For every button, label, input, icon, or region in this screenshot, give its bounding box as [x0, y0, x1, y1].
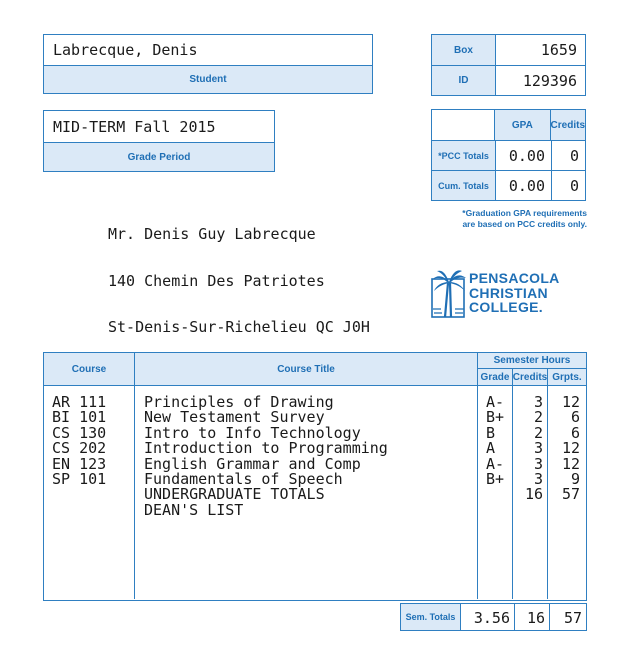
pcc-totals-label: *PCC Totals — [432, 141, 496, 170]
course-title: DEAN'S LIST — [144, 500, 244, 519]
course-grade: A- — [486, 454, 505, 473]
course-title: Introduction to Programming — [144, 439, 388, 458]
sem-gpa: 3.56 — [461, 604, 515, 630]
course-code-column — [44, 386, 135, 599]
pcc-credits: 0 — [569, 147, 579, 165]
gpa-col-header: GPA — [495, 110, 550, 140]
gpa-note-line2: are based on PCC credits only. — [462, 219, 587, 229]
course-credits: 3 — [533, 469, 543, 488]
course-credits: 3 — [533, 454, 543, 473]
course-grpts: 57 — [561, 485, 580, 504]
course-code — [52, 487, 134, 502]
course-credits — [513, 503, 543, 518]
box-id-table — [431, 34, 586, 96]
course-title: Intro to Info Technology — [144, 423, 361, 442]
student-label: Student — [44, 66, 372, 93]
box-value: 1659 — [540, 41, 577, 59]
credits-col-header: Credits — [513, 369, 548, 385]
course-table-body — [44, 386, 586, 599]
course-code: AR 111 — [52, 393, 107, 411]
course-grade — [486, 487, 512, 502]
gpa-note-line1: *Graduation GPA requirements — [462, 208, 587, 218]
address-line1: Mr. Denis Guy Labrecque — [108, 225, 316, 243]
course-grpts: 12 — [561, 439, 580, 458]
college-name — [469, 271, 560, 315]
student-box — [43, 34, 373, 94]
cum-totals-label: Cum. Totals — [432, 171, 496, 200]
cum-gpa: 0.00 — [496, 171, 552, 200]
semester-hours-subheaders — [478, 369, 586, 385]
gpa-header-row — [432, 110, 585, 140]
pcc-totals-row — [432, 140, 585, 170]
logo-line1: PENSACOLA — [469, 270, 560, 286]
grade-col-header: Grade — [478, 369, 513, 385]
semester-hours-header — [478, 353, 586, 385]
course-grade: A- — [486, 393, 505, 411]
gpa-note — [420, 208, 587, 230]
course-grpts: 12 — [561, 393, 580, 411]
course-title: New Testament Survey — [144, 408, 325, 427]
credits-column — [513, 386, 548, 599]
box-label: Box — [432, 35, 496, 65]
course-code: CS 202 — [52, 439, 107, 458]
logo-line3: COLLEGE. — [469, 299, 543, 315]
sem-credits: 16 — [515, 604, 550, 630]
course-table-header — [44, 353, 586, 386]
course-code: SP 101 — [52, 469, 107, 488]
cum-credits: 0 — [569, 177, 579, 195]
course-grpts: 6 — [570, 408, 580, 427]
semester-hours-label: Semester Hours — [478, 353, 586, 369]
course-code: EN 123 — [52, 454, 107, 473]
sem-totals-label: Sem. Totals — [401, 604, 461, 630]
course-credits: 2 — [533, 408, 543, 427]
course-credits: 3 — [533, 439, 543, 458]
id-value: 129396 — [522, 72, 577, 90]
title-col-header: Course Title — [135, 353, 478, 385]
sem-grpts: 57 — [563, 609, 582, 627]
palm-tree-logo-icon — [431, 269, 467, 319]
course-code: CS 130 — [52, 423, 107, 442]
student-name: Labrecque, Denis — [44, 35, 372, 66]
course-grpts: 6 — [570, 423, 580, 442]
course-grade — [486, 503, 512, 518]
address-line2: 140 Chemin Des Patriotes — [108, 271, 325, 290]
course-grade: A — [486, 439, 496, 458]
gpa-corner — [432, 110, 495, 140]
grade-period-label: Grade Period — [44, 143, 274, 171]
course-table — [43, 352, 587, 601]
course-grade: B+ — [486, 408, 505, 427]
course-code: BI 101 — [52, 408, 107, 427]
course-code — [52, 503, 134, 518]
id-label: ID — [432, 66, 496, 95]
semester-totals — [400, 603, 587, 631]
grpts-col-header: Grpts. — [548, 369, 586, 385]
grade-period-value: MID-TERM Fall 2015 — [44, 111, 274, 143]
course-title-column — [135, 386, 478, 599]
course-title: UNDERGRADUATE TOTALS — [144, 485, 325, 504]
grade-period-box — [43, 110, 275, 172]
grpts-column — [548, 386, 586, 599]
cum-totals-row — [432, 170, 585, 200]
logo-line2: CHRISTIAN — [469, 284, 548, 301]
course-credits: 2 — [533, 423, 543, 442]
course-grpts: 9 — [570, 469, 580, 488]
course-grpts: 12 — [561, 454, 580, 473]
course-grpts — [548, 503, 580, 518]
course-title: English Grammar and Comp — [144, 454, 361, 473]
course-grade: B — [486, 423, 496, 442]
address-line3: St-Denis-Sur-Richelieu QC J0H — [108, 318, 370, 336]
course-credits: 3 — [533, 393, 543, 411]
course-grade: B+ — [486, 469, 505, 488]
course-col-header: Course — [44, 353, 135, 385]
pcc-gpa: 0.00 — [496, 141, 552, 170]
gpa-table — [431, 109, 586, 201]
course-title: Principles of Drawing — [144, 393, 334, 411]
grade-column — [478, 386, 513, 599]
college-logo — [431, 269, 586, 321]
course-title: Fundamentals of Speech — [144, 469, 343, 488]
credits-col-header: Credits — [551, 110, 585, 140]
box-row — [432, 35, 585, 65]
id-row — [432, 65, 585, 95]
course-credits: 16 — [524, 485, 543, 504]
